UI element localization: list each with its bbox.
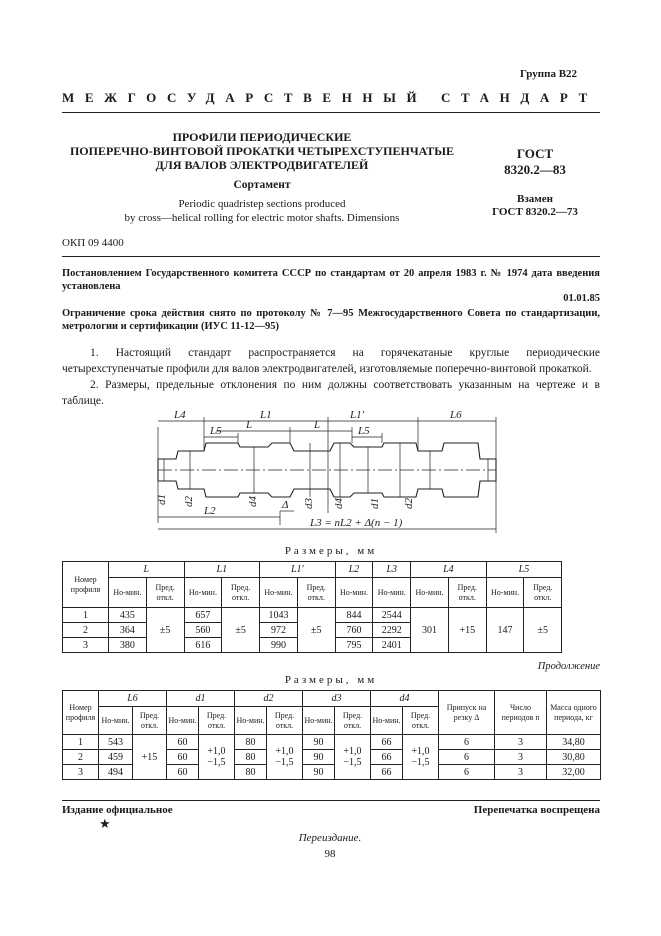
label-Lb: L bbox=[314, 419, 321, 431]
label-L1: L1 bbox=[260, 409, 272, 421]
label-L2: L2 bbox=[204, 505, 216, 517]
table1-caption: Размеры, мм bbox=[284, 545, 378, 557]
banner: МЕЖГОСУДАРСТВЕННЫЙ СТАНДАРТ bbox=[62, 90, 598, 105]
header-rule bbox=[62, 112, 600, 113]
label-d1a: d1 bbox=[156, 494, 168, 505]
table-row: 1 435 ±5 657 ±5 1043 ±5 844 2544 301 +15 147 ±5 bbox=[63, 608, 600, 623]
header-L1: L1 bbox=[184, 562, 260, 578]
gost-number: ГОСТ 8320.2—83 bbox=[504, 146, 566, 177]
header-profile-no: Номер профиля bbox=[63, 562, 109, 608]
table-row: 3 494 60 80 90 66 6 3 32,00 bbox=[63, 765, 601, 780]
table2-caption: Размеры, мм bbox=[284, 674, 378, 686]
group-code: Группа В22 bbox=[520, 68, 578, 80]
label-d1b: d1 bbox=[369, 498, 381, 509]
label-d4b: d4 bbox=[333, 498, 345, 509]
document-title: ПРОФИЛИ ПЕРИОДИЧЕСКИЕ ПОПЕРЕЧНО-ВИНТОВОЙ ПРОКАТКИ ЧЕТЫРЕХСТУПЕНЧАТЫЕ ДЛЯ ВАЛОВ ЭЛЕКТРОДВИГАТЕЛЕЙ bbox=[69, 130, 455, 172]
reprint-prohibited: Перепечатка воспрещена bbox=[473, 804, 600, 816]
replaces-note: Взамен ГОСТ 8320.2—73 bbox=[492, 193, 578, 218]
label-L5b: L5 bbox=[358, 425, 370, 437]
rule-2 bbox=[62, 256, 600, 257]
label-L6: L6 bbox=[450, 409, 462, 421]
label-L5a: L5 bbox=[210, 425, 222, 437]
label-d2b: d2 bbox=[403, 498, 415, 509]
subtitle: Сортамент bbox=[233, 179, 291, 191]
label-d2a: d2 bbox=[183, 496, 195, 507]
paragraph-1: 1. Настоящий стандарт распространяется на горячекатаные круглые периодические четырехступенчатые профили для валов электродвигателей, изготовляемые поперечно-винтовой прокаткой. bbox=[62, 347, 600, 375]
header-L: L bbox=[109, 562, 185, 578]
footer-rule bbox=[62, 800, 600, 801]
official-edition: Издание официальное bbox=[62, 804, 173, 816]
intro-date: 01.01.85 bbox=[563, 293, 600, 304]
label-d4a: d4 bbox=[247, 496, 259, 507]
page-number: 98 bbox=[324, 848, 336, 860]
okp-code: ОКП 09 4400 bbox=[62, 237, 124, 249]
header-L5: L5 bbox=[486, 562, 562, 578]
table-row: 2 459 60 80 90 66 6 3 30,80 bbox=[63, 750, 601, 765]
header-L2: L2 bbox=[335, 562, 373, 578]
decree-text: Постановлением Государственного комитета СССР по стандартам от 20 апреля 1983 г. № 1974 дата введения установлена bbox=[62, 268, 600, 292]
table-row: 2 364 560 972 760 2292 bbox=[63, 623, 600, 638]
reedition-note: Переиздание. bbox=[298, 832, 362, 844]
label-L3: L3 = nL2 + Δ(n − 1) bbox=[310, 517, 403, 529]
label-d3a: d3 bbox=[303, 498, 315, 509]
label-La: L bbox=[246, 419, 253, 431]
label-L4: L4 bbox=[174, 409, 186, 421]
table-row: 1 543 +15 60 +1,0 −1,5 80 +1,0 −1,5 90 +1,0 −1,5 66 +1,0 −1,5 6 3 34,80 bbox=[63, 735, 601, 750]
profile-drawing bbox=[150, 403, 510, 541]
header-L1p: L1' bbox=[260, 562, 336, 578]
limit-text: Ограничение срока действия снято по протоколу № 7—95 Межгосударственного Совета по стандартизации, метрологии и сертификации (ИУС 11-12—95) bbox=[62, 308, 600, 332]
label-delta: Δ bbox=[282, 499, 289, 511]
table-row: 3 380 616 990 795 2401 bbox=[63, 638, 600, 653]
header-L3: L3 bbox=[373, 562, 411, 578]
dimensions-table-1: Номер профиля L L1 L1' L2 L3 L4 L5 Но-мин. Пред. откл. Но-мин. Пред. откл. Но-мин. Пред. откл. Но-мин. Но-мин. Но-мин. Пред. откл. Но-мин. Пред. откл. 1 435 ±5 657 ±5 1043 ±5 844 2544 301 +15 147 ±5 2 364 560 972 760 2292 3 380 616 990 795 2401 bbox=[62, 561, 600, 653]
english-title: Periodic quadristep sections produced by cross—helical rolling for electric motor shafts. Dimensions bbox=[124, 198, 400, 224]
label-L1p: L1' bbox=[350, 409, 364, 421]
header-L4: L4 bbox=[411, 562, 487, 578]
header-profile-no-2: Номер профиля bbox=[63, 691, 99, 735]
paragraph-2: 2. Размеры, предельные отклонения по ним должны соответствовать указанным на чертеже и в таблице. bbox=[62, 379, 600, 407]
continued-note: Продолжение bbox=[537, 661, 600, 672]
star-mark: ★ bbox=[99, 816, 111, 831]
dimensions-table-2: Номер профиля L6 d1 d2 d3 d4 Припуск на резку Δ Число периодов n Масса одного периода, кг Но-мин. Пред. откл. Но-мин. Пред. откл. Но-мин. Пред. откл. Но-мин. Пред. откл. Но-мин. Пред. откл. 1 543 +15 60 +1,0 −1,5 80 +1,0 −1,5 90 +1,0 −1,5 66 +1,0 −1,5 6 3 34,80 2 459 60 80 90 66 6 3 30,80 3 494 60 80 90 66 6 3 32,00 bbox=[62, 690, 601, 780]
